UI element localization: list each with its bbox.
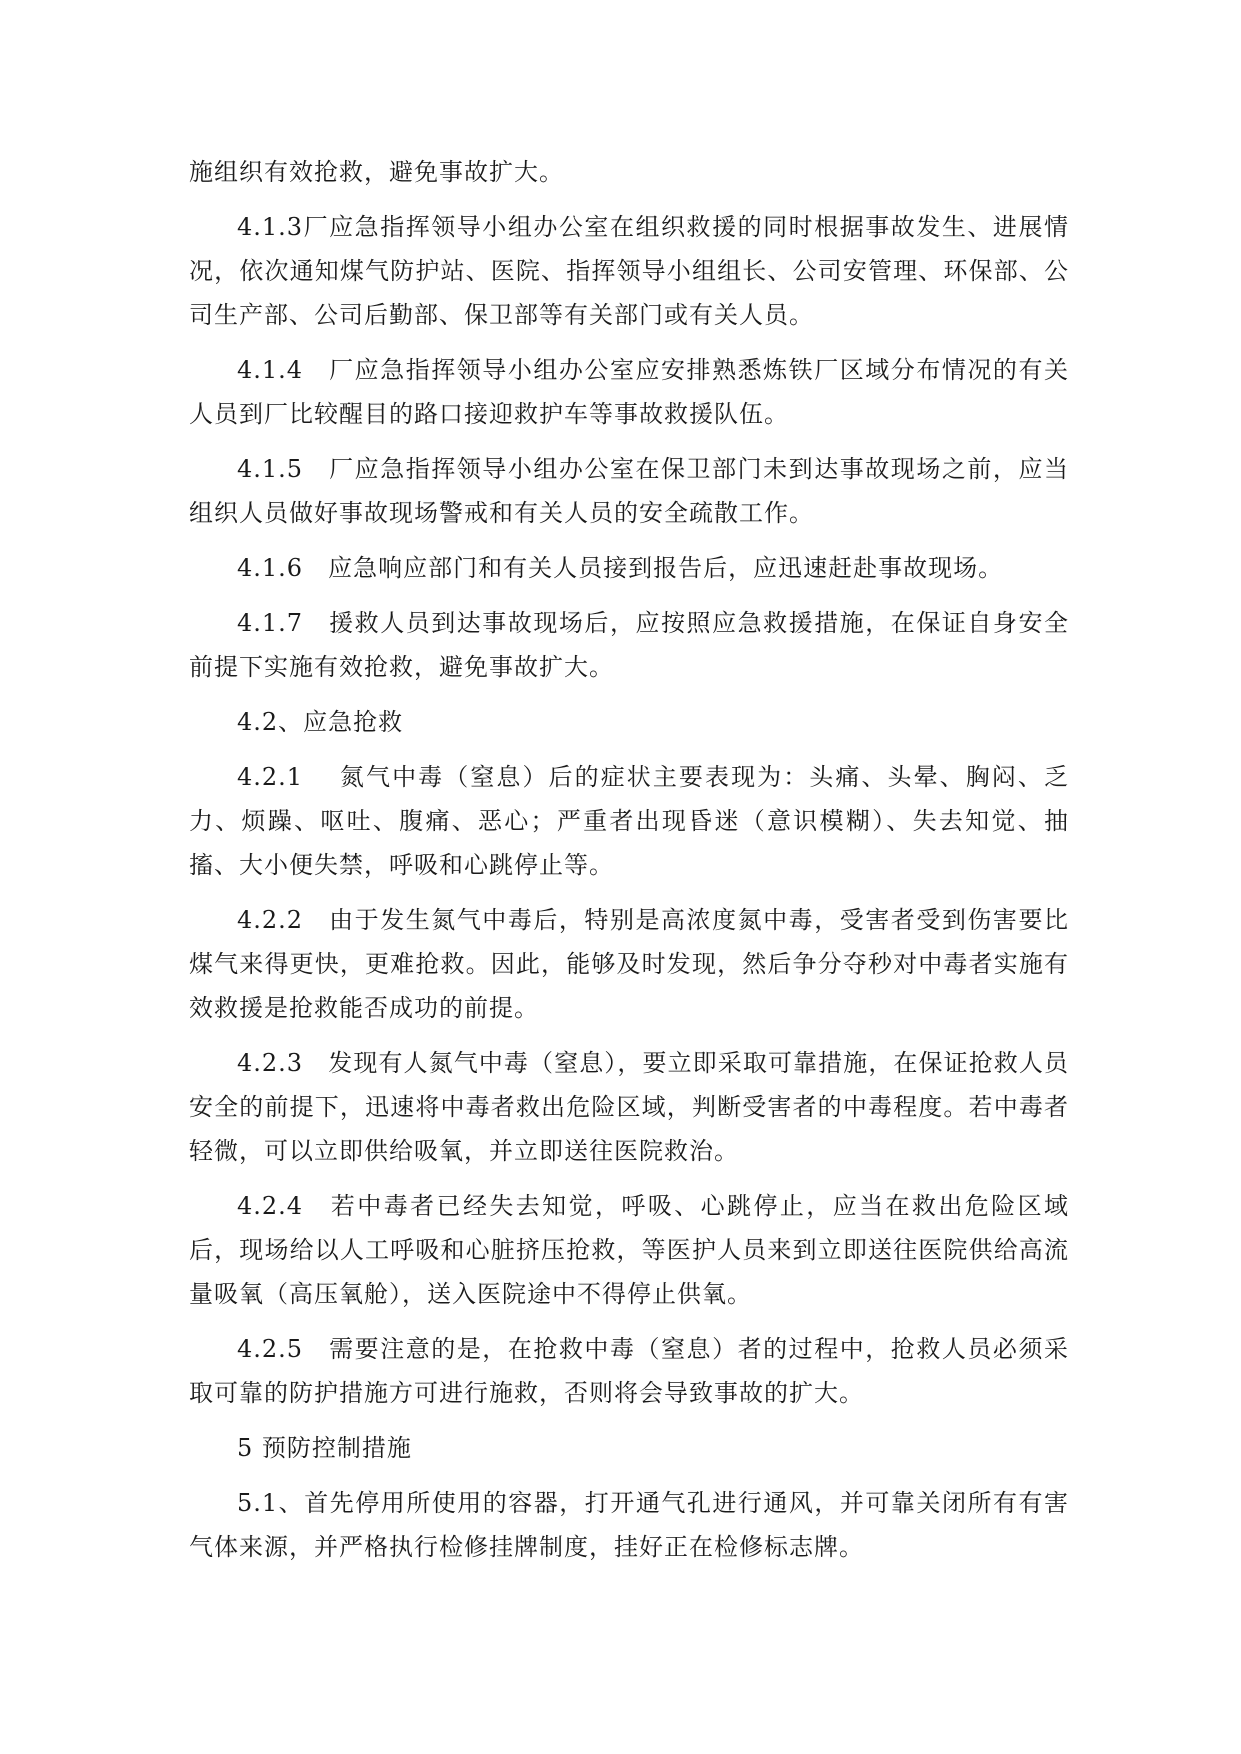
paragraph-4-1-5: 4.1.5 厂应急指挥领导小组办公室在保卫部门未到达事故现场之前，应当组织人员做好事故现场警戒和有关人员的安全疏散工作。 bbox=[189, 455, 1069, 527]
paragraph-4-2-2: 4.2.2 由于发生氮气中毒后，特别是高浓度氮中毒，受害者受到伤害要比煤气来得更快，更难抢救。因此，能够及时发现，然后争分夺秒对中毒者实施有效救援是抢救能否成功的前提。 bbox=[189, 906, 1069, 1022]
document-body bbox=[189, 150, 1069, 1569]
paragraph-4-2-1: 4.2.1 氮气中毒（窒息）后的症状主要表现为：头痛、头晕、胸闷、乏力、烦躁、呕吐、腹痛、恶心；严重者出现昏迷（意识模糊）、失去知觉、抽搐、大小便失禁，呼吸和心跳停止等。 bbox=[189, 763, 1069, 879]
paragraph-4-1-3: 4.1.3厂应急指挥领导小组办公室在组织救援的同时根据事故发生、进展情况，依次通知煤气防护站、医院、指挥领导小组组长、公司安管理、环保部、公司生产部、公司后勤部、保卫部等有关部门或有关人员。 bbox=[189, 213, 1069, 329]
paragraph-4-2-3: 4.2.3 发现有人氮气中毒（窒息），要立即采取可靠措施，在保证抢救人员安全的前提下，迅速将中毒者救出危险区域，判断受害者的中毒程度。若中毒者轻微，可以立即供给吸氧，并立即送往医院救治。 bbox=[189, 1049, 1069, 1165]
paragraph-4-2-5: 4.2.5 需要注意的是，在抢救中毒（窒息）者的过程中，抢救人员必须采取可靠的防护措施方可进行施救，否则将会导致事故的扩大。 bbox=[189, 1335, 1069, 1407]
section-heading-4-2: 4.2、应急抢救 bbox=[237, 708, 404, 736]
paragraph-4-1-7: 4.1.7 援救人员到达事故现场后，应按照应急救援措施，在保证自身安全前提下实施有效抢救，避免事故扩大。 bbox=[189, 609, 1069, 681]
paragraph-4-1-4: 4.1.4 厂应急指挥领导小组办公室应安排熟悉炼铁厂区域分布情况的有关人员到厂比较醒目的路口接迎救护车等事故救援队伍。 bbox=[189, 356, 1069, 428]
paragraph-continuation: 施组织有效抢救，避免事故扩大。 bbox=[189, 158, 564, 186]
paragraph-4-1-6: 4.1.6 应急响应部门和有关人员接到报告后，应迅速赶赴事故现场。 bbox=[237, 554, 1004, 582]
section-heading-5: 5 预防控制措施 bbox=[237, 1434, 412, 1462]
paragraph-5-1: 5.1、首先停用所使用的容器，打开通气孔进行通风，并可靠关闭所有有害气体来源，并严格执行检修挂牌制度，挂好正在检修标志牌。 bbox=[189, 1489, 1069, 1561]
paragraph-4-2-4: 4.2.4 若中毒者已经失去知觉，呼吸、心跳停止，应当在救出危险区域后，现场给以人工呼吸和心脏挤压抢救，等医护人员来到立即送往医院供给高流量吸氧（高压氧舱），送入医院途中不得停止供氧。 bbox=[189, 1192, 1069, 1308]
